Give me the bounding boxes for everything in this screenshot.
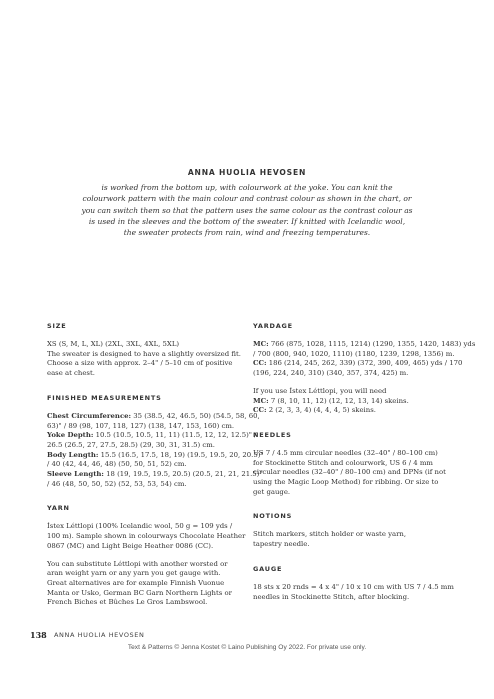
chest-values: 35 (38.5, 42, 46.5, 50) (54.5, 58, 60, (131, 411, 260, 420)
notions-heading: NOTIONS (253, 512, 293, 521)
needles-line: circular needles (32–40" / 80–100 cm) and DPNs (if not (253, 468, 446, 477)
left-column (47, 322, 264, 616)
gauge-line: needles in Stockinette Stitch, after blocking. (253, 592, 410, 601)
mc-skeins-label: MC: (253, 396, 269, 405)
mc-yardage: 766 (875, 1028, 1115, 1214) (1290, 1355, 1420, 1483) yds (268, 340, 476, 348)
yoke-values: 10.5 (10.5, 10.5, 11, 11) (11.5, 12, 12, 12.5)" / (93, 431, 257, 440)
gauge-text (253, 582, 454, 602)
sleeve-values: 18 (19, 19.5, 19.5, 20.5) (20.5, 21, 21, 21.5)" (103, 470, 263, 479)
notions-line: Stitch markers, stitch holder or waste yarn, (253, 530, 407, 539)
size-line: ease at chest. (47, 369, 95, 378)
gauge-line: 18 sts x 20 rnds = 4 x 4" / 10 x 10 cm with US 7 / 4.5 mm (253, 582, 454, 591)
body-values-cm: / 40 (42, 44, 46, 48) (50, 50, 51, 52) cm. (47, 460, 187, 469)
yoke-values-cm: 26.5 (26.5, 27, 27.5, 28.5) (29, 30, 31, 31.5) cm. (47, 440, 215, 449)
mc-label: MC: (253, 340, 269, 348)
cc-yardage: 186 (214, 245, 262, 339) (372, 390, 409, 465) yds / 170 (266, 359, 463, 368)
needles-heading: NEEDLES (253, 430, 292, 439)
yarn-line: Ístex Léttlopi (100% Icelandic wool, 50 g = 109 yds / (47, 522, 233, 531)
skeins-text (253, 387, 440, 416)
body-values: 15.5 (16.5, 17.5, 18, 19) (19.5, 19.5, 20, 20.5)" (98, 450, 264, 459)
intro-description (80, 182, 414, 238)
needles-line: using the Magic Loop Method) for ribbing. Or size to (253, 478, 439, 487)
yarn-line: 100 m). Sample shown in colourways Chocolate Heather (47, 532, 246, 541)
notions-line: tapestry needle. (253, 540, 310, 549)
page-number: 138 (30, 630, 47, 640)
cc-label: CC: (253, 359, 267, 368)
yarn-line: Great alternatives are for example Finnish Vuonue (47, 578, 225, 587)
yoke-label: Yoke Depth: (47, 431, 94, 440)
yardage-text (253, 340, 476, 379)
cc-yardage-m: (196, 224, 240, 310) (340, 357, 374, 425) m. (253, 369, 409, 378)
cc-skeins: 2 (2, 3, 3, 4) (4, 4, 4, 5) skeins. (266, 406, 376, 415)
needles-line: US 7 / 4.5 mm circular needles (32–40" / 80–100 cm) (253, 448, 438, 457)
sleeve-label: Sleeve Length: (47, 470, 104, 479)
needles-line: for Stockinette Stitch and colourwork, US 6 / 4 mm (253, 458, 433, 467)
intro-line: you can switch them so that the pattern uses the same colour as the contrast colour as (81, 205, 413, 215)
yarn-heading: YARN (47, 504, 70, 513)
yarn-text (47, 522, 246, 551)
yarn-line: Manta or Usko, German BC Garn Northern Lights or (47, 588, 232, 597)
copyright-notice: Text & Patterns © Jenna Kostet © Laino Publishing Oy 2022. For private use only. (127, 644, 367, 651)
yarn-substitute-text (47, 560, 234, 609)
finished-measurements-heading: FINISHED MEASUREMENTS (47, 393, 162, 402)
size-list: XS (S, M, L, XL) (2XL, 3XL, 4XL, 5XL) (47, 340, 180, 348)
intro-line: the sweater protects from rain, wind and freezing temperatures. (123, 228, 371, 238)
mc-yardage-m: / 700 (800, 940, 1020, 1110) (1180, 1239, 1298, 1356) m. (253, 349, 455, 358)
sleeve-values-cm: / 46 (48, 50, 50, 52) (52, 53, 53, 54) cm. (47, 479, 187, 488)
size-line: Choose a size with approx. 2–4" / 5–10 cm of positive (47, 359, 233, 368)
chest-label: Chest Circumference: (47, 411, 132, 420)
intro-line: is used in the sleeves and the bottom of the sweater. If knitted with Icelandic wool, (88, 216, 406, 226)
skeins-intro: If you use Ístex Léttlopi, you will need (253, 386, 387, 395)
running-head: ANNA HUOLIA HEVOSEN (54, 631, 145, 639)
yarn-line: You can substitute Léttlopi with another worsted or (47, 559, 228, 568)
yardage-heading: YARDAGE (253, 322, 293, 330)
intro-line: colourwork pattern with the main colour and contrast colour as shown in the chart, or (82, 194, 412, 204)
finished-measurements-text (47, 411, 264, 490)
body-label: Body Length: (47, 450, 99, 459)
intro-line: is worked from the bottom up, with colourwork at the yoke. You can knit the (101, 183, 393, 192)
right-column (253, 322, 476, 610)
chest-values-cm: 63)" / 89 (98, 107, 118, 127) (138, 147, 153, 160) cm. (47, 421, 235, 430)
pattern-title: ANNA HUOLIA HEVOSEN (187, 168, 307, 177)
yarn-line: aran weight yarn or any yarn you get gauge with. (47, 569, 221, 578)
needles-line: get gauge. (253, 487, 291, 496)
intro-block (80, 168, 414, 238)
gauge-heading: GAUGE (253, 564, 283, 573)
size-heading: SIZE (47, 322, 67, 330)
cc-skeins-label: CC: (253, 406, 267, 415)
notions-text (253, 530, 440, 549)
yarn-line: 0867 (MC) and Light Beige Heather 0086 (CC). (47, 541, 214, 550)
size-text (47, 340, 241, 379)
mc-skeins: 7 (8, 10, 11, 12) (12, 12, 13, 14) skeins. (268, 396, 409, 405)
yarn-line: French Biches et Bûches Le Gros Lambswool. (47, 598, 208, 607)
size-line: The sweater is designed to have a slightly oversized fit. (47, 349, 241, 358)
needles-text (253, 448, 446, 498)
